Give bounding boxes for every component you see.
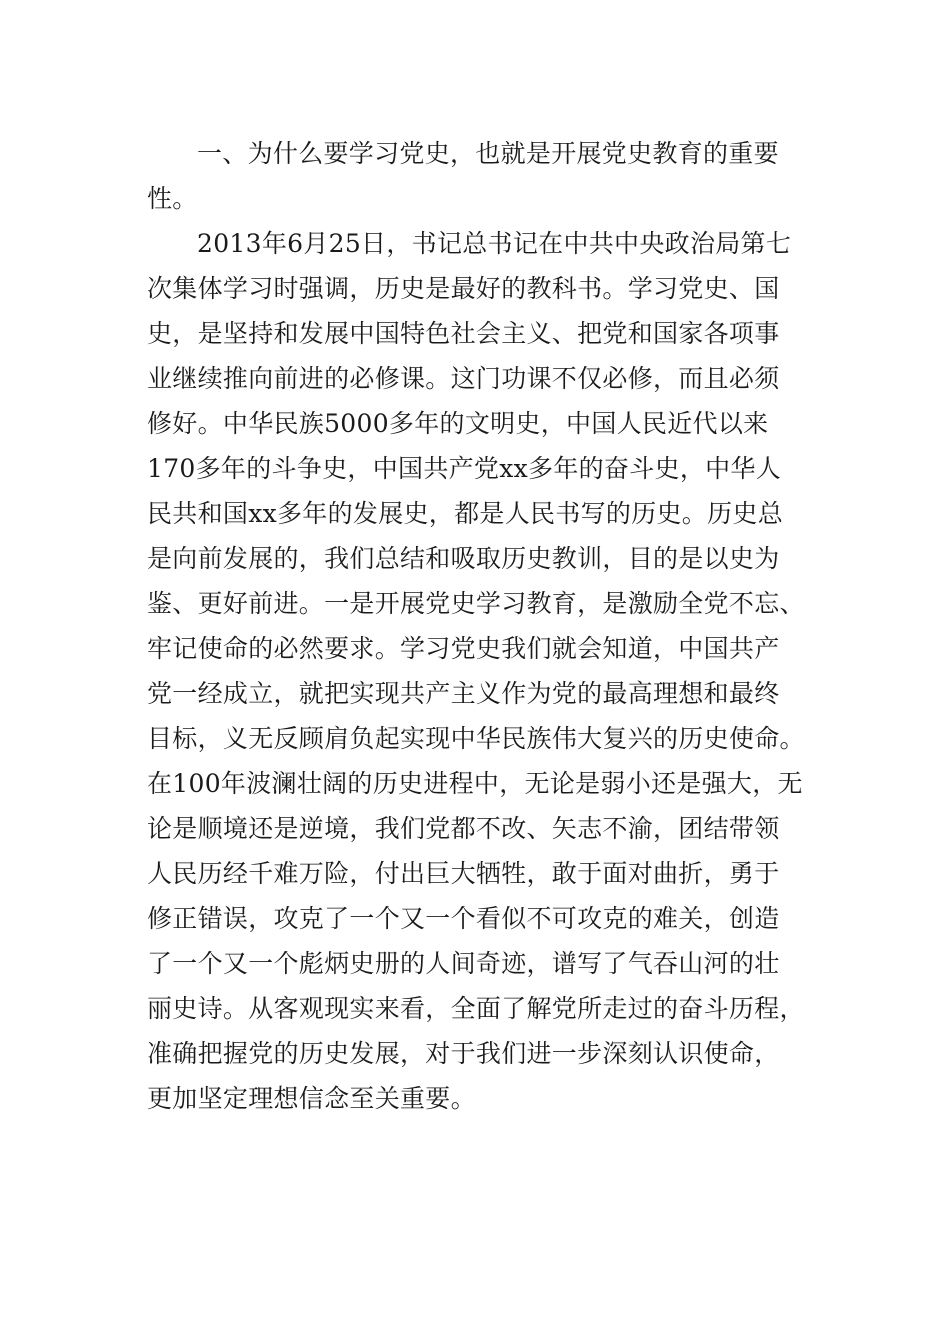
body-line-10: 牢记使命的必然要求。学习党史我们就会知道，中国共产	[147, 634, 780, 663]
body-line-12: 目标，义无反顾肩负起实现中华民族伟大复兴的历史使命。	[147, 724, 805, 753]
body-line-20: 更加坚定理想信念至关重要。	[147, 1084, 476, 1113]
body-line-3: 史，是坚持和发展中国特色社会主义、把党和国家各项事	[147, 319, 780, 348]
body-line-6: 170多年的斗争史，中国共产党xx多年的奋斗史，中华人	[147, 454, 782, 483]
document-text	[147, 131, 827, 1121]
body-line-17: 了一个又一个彪炳史册的人间奇迹，谱写了气吞山河的壮	[147, 949, 780, 978]
body-line-7: 民共和国xx多年的发展史，都是人民书写的历史。历史总	[147, 499, 784, 528]
body-line-4: 业继续推向前进的必修课。这门功课不仅必修，而且必须	[147, 364, 780, 393]
body-line-8: 是向前发展的，我们总结和吸取历史教训，目的是以史为	[147, 544, 780, 573]
body-line-19: 准确把握党的历史发展，对于我们进一步深刻认识使命，	[147, 1039, 780, 1068]
body-line-2: 次集体学习时强调，历史是最好的教科书。学习党史、国	[147, 274, 780, 303]
heading-line-2: 性。	[147, 184, 198, 213]
body-line-5: 修好。中华民族5000多年的文明史，中国人民近代以来	[147, 409, 769, 438]
body-line-14: 论是顺境还是逆境，我们党都不改、矢志不渝，团结带领	[147, 814, 780, 843]
body-line-18: 丽史诗。从客观现实来看，全面了解党所走过的奋斗历程，	[147, 994, 805, 1023]
body-line-11: 党一经成立，就把实现共产主义作为党的最高理想和最终	[147, 679, 780, 708]
body-line-15: 人民历经千难万险，付出巨大牺牲，敢于面对曲折，勇于	[147, 859, 780, 888]
body-line-1: 2013年6月25日，书记总书记在中共中央政治局第七	[197, 229, 792, 258]
body-line-16: 修正错误，攻克了一个又一个看似不可攻克的难关，创造	[147, 904, 780, 933]
body-line-13: 在100年波澜壮阔的历史进程中，无论是弱小还是强大，无	[147, 769, 803, 798]
body-line-9: 鉴、更好前进。一是开展党史学习教育，是激励全党不忘、	[147, 589, 805, 618]
heading-line-1: 一、为什么要学习党史，也就是开展党史教育的重要	[197, 139, 779, 168]
